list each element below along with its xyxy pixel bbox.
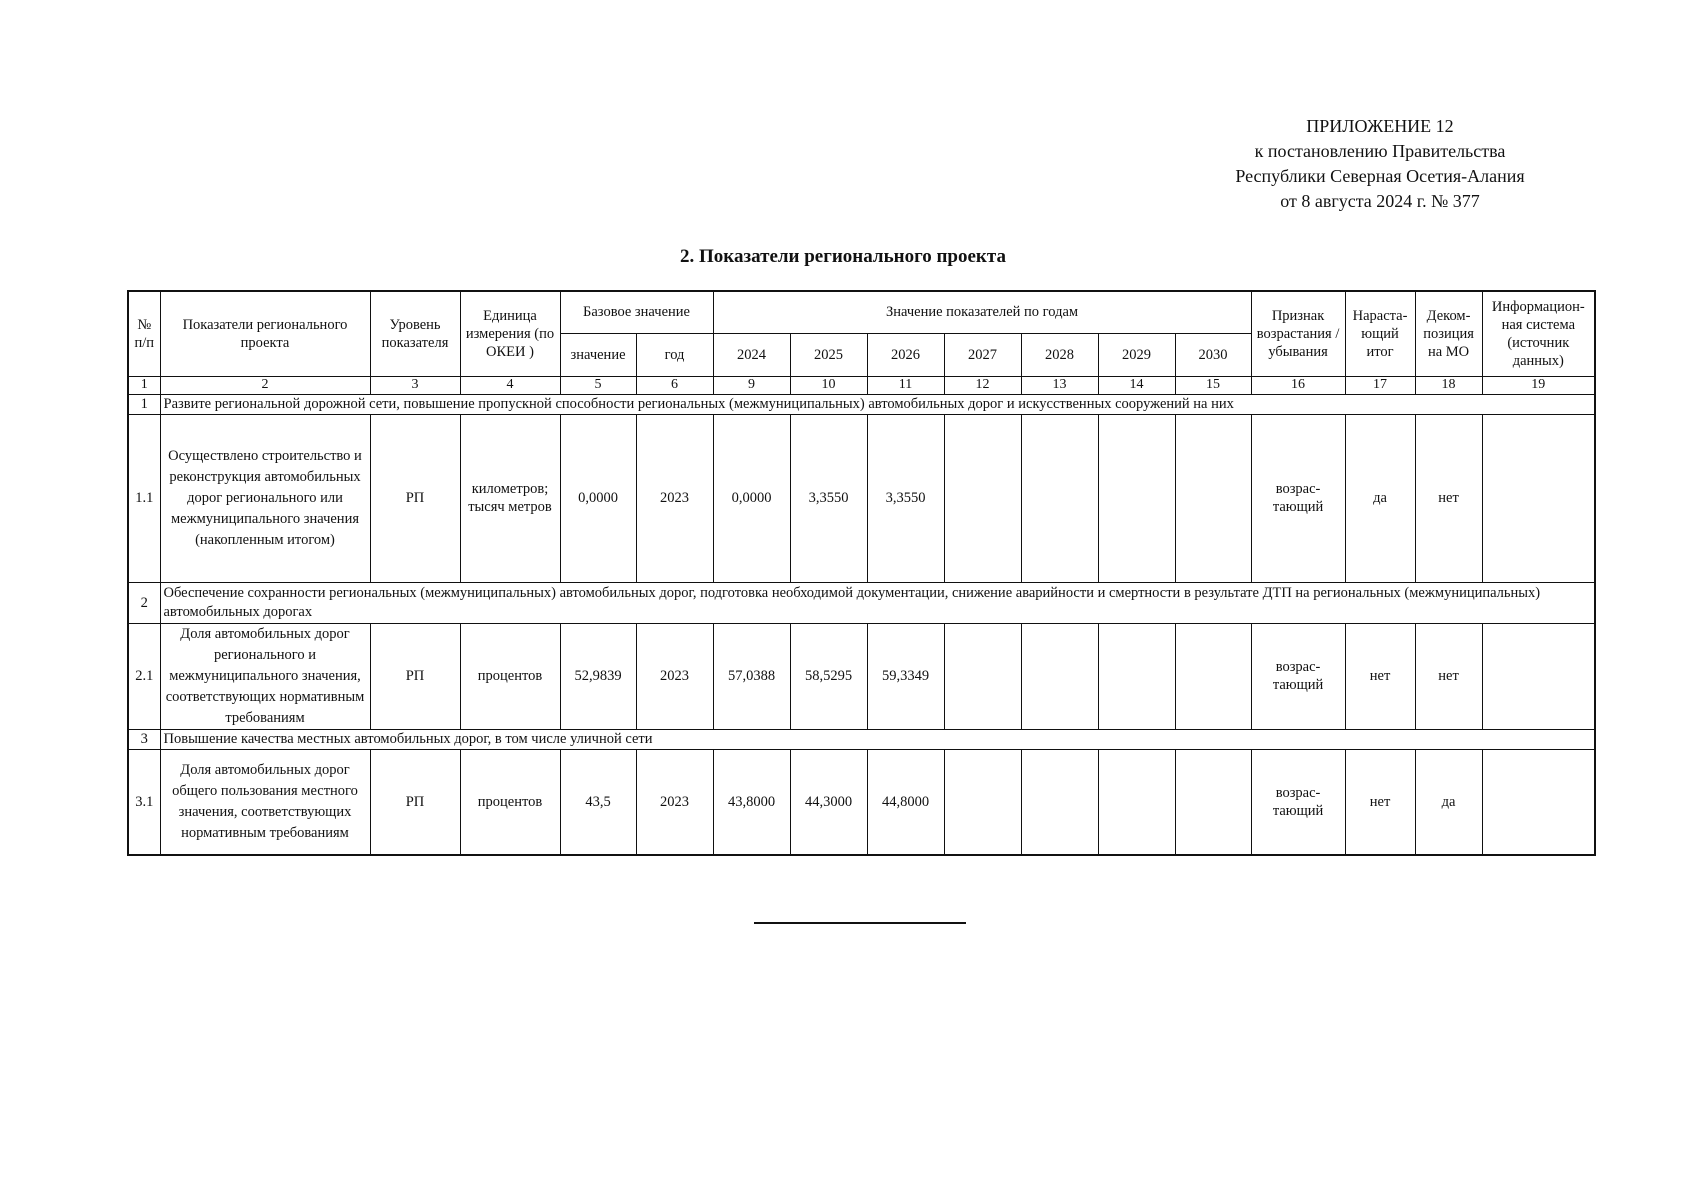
col-number: 1 [128, 376, 160, 394]
row-year-value: 3,3550 [867, 414, 944, 582]
row-year-value: 0,0000 [713, 414, 790, 582]
table-row [128, 749, 1595, 855]
section-num: 1 [128, 394, 160, 414]
end-divider [754, 922, 966, 924]
row-base-value: 0,0000 [560, 414, 636, 582]
row-year-value: 59,3349 [867, 623, 944, 729]
row-year-value: 58,5295 [790, 623, 867, 729]
row-level: РП [370, 623, 460, 729]
col-number: 9 [713, 376, 790, 394]
col-number: 3 [370, 376, 460, 394]
row-base-year: 2023 [636, 623, 713, 729]
row-decomposition: да [1415, 749, 1482, 855]
row-year-value [944, 414, 1021, 582]
section-title: Повышение качества местных автомобильных дорог, в том числе уличной сети [160, 729, 1595, 749]
row-year-value: 57,0388 [713, 623, 790, 729]
row-year-value: 44,3000 [790, 749, 867, 855]
section-row [128, 394, 1595, 414]
row-year-value [1098, 623, 1175, 729]
col-number: 14 [1098, 376, 1175, 394]
row-unit: километров; тысяч метров [460, 414, 560, 582]
row-base-value: 43,5 [560, 749, 636, 855]
section-title: Развите региональной дорожной сети, повышение пропускной способности региональных (межмуниципальных) автомобильных дорог и искусственных сооружений на них [160, 394, 1595, 414]
page-title: 2. Показатели регионального проекта [680, 246, 1006, 267]
row-year-value [1098, 414, 1175, 582]
row-num: 2.1 [128, 623, 160, 729]
section-num: 3 [128, 729, 160, 749]
col-number: 17 [1345, 376, 1415, 394]
row-year-value [1021, 623, 1098, 729]
th-base-value: значение [560, 333, 636, 376]
row-cumulative: да [1345, 414, 1415, 582]
row-level: РП [370, 414, 460, 582]
th-year: 2030 [1175, 333, 1251, 376]
row-year-value [1175, 749, 1251, 855]
row-year-value [1098, 749, 1175, 855]
th-unit: Единица измерения (по ОКЕИ ) [460, 291, 560, 376]
column-numbers-row [128, 376, 1595, 394]
section-row [128, 582, 1595, 623]
row-year-value [944, 749, 1021, 855]
th-year: 2025 [790, 333, 867, 376]
row-unit: процентов [460, 749, 560, 855]
row-year-value: 3,3550 [790, 414, 867, 582]
col-number: 4 [460, 376, 560, 394]
row-year-value [1021, 749, 1098, 855]
row-cumulative: нет [1345, 749, 1415, 855]
row-base-year: 2023 [636, 749, 713, 855]
th-infosystem: Информацион- ная система (источник данных) [1482, 291, 1595, 376]
th-level: Уровень показателя [370, 291, 460, 376]
col-number: 11 [867, 376, 944, 394]
row-indicator: Доля автомобильных дорог общего пользования местного значения, соответствующих нормативным требованиям [160, 749, 370, 855]
th-cumulative: Нараста- ющий итог [1345, 291, 1415, 376]
section-row [128, 729, 1595, 749]
row-infosystem [1482, 749, 1595, 855]
resolution-date: от 8 августа 2024 г. № 377 [1280, 191, 1480, 211]
col-number: 10 [790, 376, 867, 394]
col-number: 16 [1251, 376, 1345, 394]
table-row [128, 414, 1595, 582]
row-num: 1.1 [128, 414, 160, 582]
col-number: 2 [160, 376, 370, 394]
row-unit: процентов [460, 623, 560, 729]
row-base-year: 2023 [636, 414, 713, 582]
row-level: РП [370, 749, 460, 855]
row-indicator: Доля автомобильных дорог регионального и межмуниципального значения, соответствующих нормативным требованиям [160, 623, 370, 729]
col-number: 15 [1175, 376, 1251, 394]
row-year-value [944, 623, 1021, 729]
th-sign: Признак возрастания / убывания [1251, 291, 1345, 376]
col-number: 12 [944, 376, 1021, 394]
row-sign: возрас- тающий [1251, 749, 1345, 855]
row-indicator: Осуществлено строительство и реконструкция автомобильных дорог регионального или межмуниципального значения (накопленным итогом) [160, 414, 370, 582]
row-infosystem [1482, 623, 1595, 729]
th-years-group: Значение показателей по годам [713, 291, 1251, 333]
th-indicator: Показатели регионального проекта [160, 291, 370, 376]
appendix-label: ПРИЛОЖЕНИЕ 12 [1306, 116, 1454, 136]
row-base-value: 52,9839 [560, 623, 636, 729]
row-year-value: 44,8000 [867, 749, 944, 855]
resolution-ref: к постановлению Правительства [1254, 141, 1506, 161]
th-year: 2026 [867, 333, 944, 376]
row-decomposition: нет [1415, 623, 1482, 729]
row-year-value [1175, 623, 1251, 729]
row-infosystem [1482, 414, 1595, 582]
row-num: 3.1 [128, 749, 160, 855]
row-year-value [1175, 414, 1251, 582]
th-num: № п/п [128, 291, 160, 376]
row-cumulative: нет [1345, 623, 1415, 729]
row-sign: возрас- тающий [1251, 414, 1345, 582]
section-num: 2 [128, 582, 160, 623]
republic-name: Республики Северная Осетия-Алания [1235, 166, 1525, 186]
row-year-value [1021, 414, 1098, 582]
row-decomposition: нет [1415, 414, 1482, 582]
section-title: Обеспечение сохранности региональных (межмуниципальных) автомобильных дорог, подготовка необходимой документации, снижение аварийности и смертности в результате ДТП на региональных (межмуниципальных) автомобильных дорогах [160, 582, 1595, 623]
col-number: 19 [1482, 376, 1595, 394]
col-number: 5 [560, 376, 636, 394]
th-year: 2024 [713, 333, 790, 376]
th-year: 2028 [1021, 333, 1098, 376]
th-year: 2029 [1098, 333, 1175, 376]
col-number: 6 [636, 376, 713, 394]
th-decomposition: Деком- позиция на МО [1415, 291, 1482, 376]
row-sign: возрас- тающий [1251, 623, 1345, 729]
table-row [128, 623, 1595, 729]
indicators-table [127, 290, 1596, 856]
th-year: 2027 [944, 333, 1021, 376]
th-base-year: год [636, 333, 713, 376]
col-number: 13 [1021, 376, 1098, 394]
row-year-value: 43,8000 [713, 749, 790, 855]
col-number: 18 [1415, 376, 1482, 394]
th-base: Базовое значение [560, 291, 713, 333]
appendix-header [1200, 114, 1560, 214]
